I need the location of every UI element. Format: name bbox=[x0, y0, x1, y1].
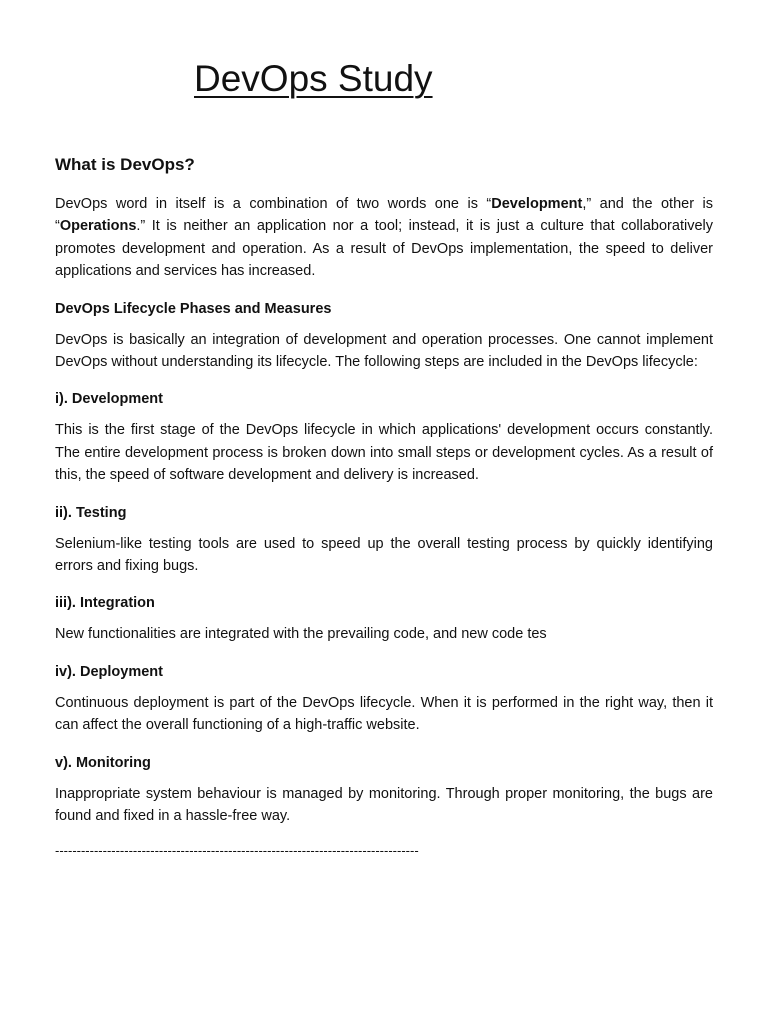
section-heading-what-is-devops: What is DevOps? bbox=[55, 155, 195, 174]
phase-heading-monitoring: v). Monitoring bbox=[55, 754, 151, 771]
page-title: DevOps Study bbox=[194, 58, 433, 99]
phase-text-monitoring: Inappropriate system behaviour is managed by monitoring. Through proper monitoring, the bugs are found and fixed in a hassle-free way. bbox=[55, 785, 713, 825]
phase-heading-deployment: iv). Deployment bbox=[55, 663, 163, 680]
intro-text-start: DevOps word in itself is a combination of two words one is “ bbox=[55, 196, 492, 212]
document-body bbox=[55, 150, 713, 859]
intro-text-end: .” It is neither an application nor a tool; instead, it is just a culture that collaboratively promotes development and operation. As a result of DevOps implementation, the speed to deliver applications and services has increased. bbox=[55, 218, 713, 280]
intro-bold-operations: Operations bbox=[59, 218, 137, 235]
phase-heading-development: i). Development bbox=[55, 391, 163, 408]
phase-text-development: This is the first stage of the DevOps lifecycle in which applications' development occurs constantly. The entire development process is broken down into small steps or development cycles. As a result of this, the speed of software development and delivery is increased. bbox=[55, 422, 713, 484]
intro-text-middle: ,” and the other is “ bbox=[55, 196, 713, 235]
section-heading-lifecycle: DevOps Lifecycle Phases and Measures bbox=[55, 300, 332, 317]
lifecycle-paragraph: DevOps is basically an integration of development and operation processes. One cannot implement DevOps without understanding its lifecycle. The following steps are included in the DevOps lifecycle: bbox=[55, 331, 713, 371]
intro-bold-development: Development bbox=[491, 196, 583, 212]
phase-text-testing: Selenium-like testing tools are used to speed up the overall testing process by quickly identifying errors and fixing bugs. bbox=[55, 535, 713, 575]
separator-line: ------------------------------------------------------------------------------------ bbox=[55, 842, 419, 858]
intro-paragraph bbox=[55, 193, 713, 283]
phase-heading-testing: ii). Testing bbox=[55, 504, 127, 521]
phase-heading-integration: iii). Integration bbox=[55, 595, 155, 612]
phase-text-deployment: Continuous deployment is part of the DevOps lifecycle. When it is performed in the right way, then it can affect the overall functioning of a high-traffic website. bbox=[55, 694, 713, 734]
phase-text-integration: New functionalities are integrated with the prevailing code, and new code tes bbox=[55, 626, 547, 643]
